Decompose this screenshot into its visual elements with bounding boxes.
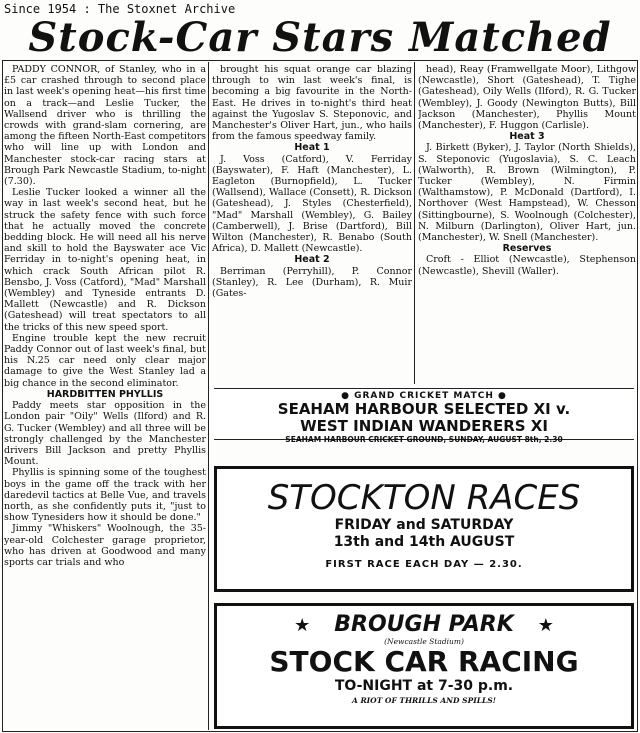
headline: Stock-Car Stars Matched [28, 14, 612, 61]
subheading: HARDBITTEN PHYLLIS [46, 388, 164, 400]
paragraph: PADDY CONNOR, of Stanley, who in a £5 car crashed through to second place in last week's opening heat—his first time on a track—and Leslie Tucker, the Wallsend driver who is thrilling the crowds with grand-slam cornering, are among the fifteen North-East competitors who will line up with London and Manchester stock-car racing stars at Brough Park Newcastle Stadium, to-night (7.30). [4, 64, 206, 188]
brough-time: TO-NIGHT at 7-30 p.m. [334, 678, 514, 694]
column-3 [418, 64, 636, 382]
stockton-dates: 13th and 14th AUGUST [333, 534, 515, 550]
cricket-title: ● GRAND CRICKET MATCH ● [341, 391, 507, 401]
paragraph: brought his squat orange car blazing through to win last week's final, is becoming a big favourite in the North-East. He drives in to-night's third heat against the Yugoslav S. Steponovic, and Manchester's Oliver Hart, jun., who hails from the famous speedway family. [212, 64, 412, 143]
cricket-advert [214, 388, 634, 444]
heat-2-list: Berriman (Perryhill), P. Connor (Stanley), R. Lee (Durham), R. Muir (Gates- [212, 265, 412, 300]
column-divider [414, 62, 415, 384]
reserves-heading: Reserves [502, 243, 552, 255]
paragraph: Paddy meets star opposition in the London pair "Oily" Wells (Ilford) and R. G. Tucker (Wembley) and all three will be strongly challenged by the Manchester drivers Bill Jackson and pretty Phyllis Mount. [4, 400, 206, 468]
paragraph: head), Reay (Framwellgate Moor), Lithgow (Newcastle), Short (Gateshead), T. Tighe (Gateshead), Oily Wells (Ilford), R. G. Tucker (Wembley), J. Goody (Newington Butts), Bill Jackson (Manchester), Phyllis Mount (Manchester), F. Huggon (Carlisle). [418, 64, 636, 132]
heat-3-heading: Heat 3 [509, 131, 545, 143]
reserves-list: Croft - Elliot (Newcastle), Stephenson (Newcastle), Shevill (Waller). [418, 254, 636, 277]
brough-tagline: A RIOT OF THRILLS AND SPILLS! [352, 696, 496, 705]
heat-3-list: J. Birkett (Byker), J. Taylor (North Shields), S. Steponovic (Yugoslavia), S. C. Leach (Walworth), R. Brown (Wilmington), P. Tucker (Wembley), N. Firmin (Walthamstow), P. McDonald (Dartford), I. Northover (West Hampstead), W. Chesson (Sittingbourne), S. Woolnough (Colchester), N. Milburn (Darlington), Oliver Hart, jun. (Manchester), W. Snell (Manchester). [418, 142, 636, 244]
column-2 [212, 64, 412, 382]
paragraph: Jimmy "Whiskers" Woolnough, the 35-year-old Colchester garage proprietor, who has driven at Goodwood and many sports car trials and who [4, 523, 206, 568]
heat-1-list: J. Voss (Catford), V. Ferriday (Bayswater), F. Haft (Manchester), L. Eagleton (Burnopfield), L. Tucker (Wallsend), Wallace (Consett), R. Dickson (Gateshead), J. Styles (Chesterfield), "Mad" Marshall (Wembley), G. Bailey (Camberwell), J. Brise (Dartford), Bill Wilton (Manchester), R. Benabo (South Africa), D. Mallett (Newcastle). [212, 153, 412, 255]
cricket-match-line-1: SEAHAM HARBOUR SELECTED XI v. [277, 400, 571, 418]
star-icon: ★ [537, 615, 554, 636]
paragraph: Phyllis is spinning some of the toughest boys in the game off the track with her daredevil tactics at Belle Vue, and travels north, as she confidently puts it, "just to show Tynesiders how it should be done." [4, 467, 206, 524]
heat-1-heading: Heat 1 [294, 142, 330, 154]
star-icon: ★ [294, 615, 311, 636]
brough-title: BROUGH PARK [334, 612, 514, 637]
brough-park-advert [214, 603, 634, 729]
column-divider [208, 62, 209, 730]
cricket-venue: SEAHAM HARBOUR CRICKET GROUND, SUNDAY, AUGUST 8th, 2.30 [285, 435, 563, 444]
cricket-match-line-2: WEST INDIAN WANDERERS XI [300, 417, 548, 435]
stockton-first-race: FIRST RACE EACH DAY — 2.30. [325, 559, 523, 570]
paragraph: Engine trouble kept the new recruit Paddy Connor out of last week's final, but his N.25 car need only clear major damage to give the West Stanley lad a big chance in the second eliminator. [4, 332, 206, 389]
stockton-title: STOCKTON RACES [267, 478, 581, 518]
column-1 [4, 64, 206, 729]
brough-title-row [217, 612, 631, 637]
paragraph: Leslie Tucker looked a winner all the way in last week's second heat, but he struck the safety fence with such force that he actually moved the concrete bedding block. He will need all his nerve and skill to hold the Bayswater ace Vic Ferriday in to-night's opening heat, in which crack South African pilot R. Bensbo, J. Voss (Catford), "Mad" Marshall (Wembley) and Tyneside entrants D. Mallett (Newcastle) and R. Dickson (Gateshead) will treat spectators to all the tricks of this new speed sport. [4, 187, 206, 333]
stockton-races-advert [214, 466, 634, 592]
brough-subtitle: (Newcastle Stadium) [384, 637, 464, 646]
brough-main: STOCK CAR RACING [269, 645, 579, 678]
archive-label: Since 1954 : The Stoxnet Archive [4, 2, 236, 16]
stockton-days: FRIDAY and SATURDAY [334, 517, 514, 533]
heat-2-heading: Heat 2 [294, 254, 330, 266]
